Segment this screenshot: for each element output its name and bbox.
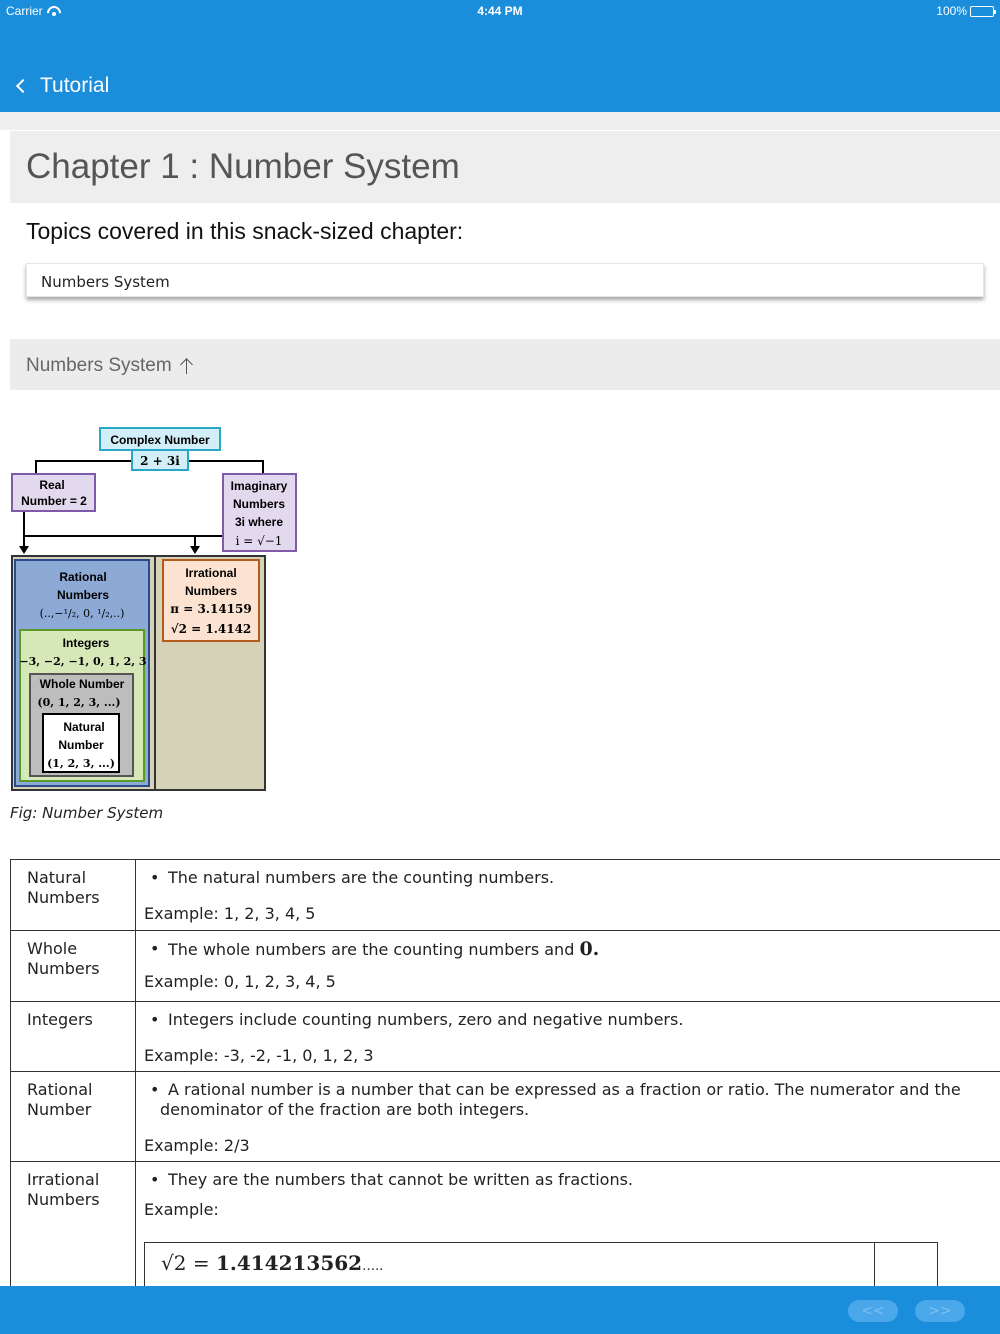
row-description [136, 1072, 1000, 1161]
row-label-line: Numbers [27, 1190, 100, 1209]
rational-line3: (..,−¹/₂, 0, ¹/₂,..) [39, 607, 125, 620]
battery-percent: 100% [936, 4, 967, 18]
chevron-left-icon [16, 79, 30, 93]
row-bullet: The natural numbers are the counting numbers. [168, 868, 555, 887]
natural-line1: Natural [63, 720, 105, 734]
row-label-line: Numbers [27, 888, 100, 907]
prev-page-button[interactable]: << [848, 1300, 898, 1322]
imag-line3: 3i where [234, 515, 284, 529]
row-label [11, 1072, 136, 1161]
row-example: Example: 0, 1, 2, 3, 4, 5 [144, 972, 336, 991]
complex-example: 2 + 3i [140, 454, 180, 468]
number-types-table [10, 859, 1000, 1302]
whole-line2: (0, 1, 2, 3, ...) [37, 696, 121, 709]
math-rhs: 1.414213562 [215, 1251, 363, 1275]
math-lhs: √2 = [161, 1251, 210, 1275]
topic-link-numbers-system[interactable] [26, 263, 984, 297]
row-label-line: Rational [27, 1080, 93, 1099]
topic-label: Numbers System [41, 273, 170, 291]
row-label [11, 860, 136, 930]
integers-line2: −3, −2, −1, 0, 1, 2, 3 [19, 655, 147, 668]
row-example: Example: 1, 2, 3, 4, 5 [144, 904, 316, 923]
math-ellipsis: ….. [362, 1259, 384, 1274]
next-page-button[interactable]: >> [915, 1300, 965, 1322]
irrational-line1: Irrational [185, 566, 237, 580]
row-bullet: They are the numbers that cannot be written as fractions. [168, 1170, 634, 1189]
section-title: Numbers System [26, 355, 172, 376]
imag-line1: Imaginary [230, 479, 288, 493]
row-label-line: Whole [27, 939, 78, 958]
number-system-diagram [10, 426, 288, 794]
row-label-line: Natural [27, 868, 87, 887]
arrow-up-icon[interactable] [180, 357, 194, 375]
row-label [11, 1162, 136, 1302]
row-label-line: Irrational [27, 1170, 100, 1189]
row-bullet: A rational number is a number that can be expressed as a fraction or ratio. The numerator and the denominator of the fraction are both integers. [160, 1080, 961, 1119]
row-description [136, 1002, 1000, 1071]
status-time: 4:44 PM [477, 4, 523, 18]
real-line1: Real [39, 478, 65, 492]
table-row [11, 1072, 1000, 1162]
battery-icon [970, 6, 994, 17]
irrational-line2: Numbers [184, 584, 238, 598]
irrational-line3: π = 3.14159 [170, 602, 252, 616]
table-row [11, 1162, 1000, 1302]
header-divider [0, 112, 1000, 130]
row-example: Example: [144, 1200, 219, 1219]
imag-line2: Numbers [232, 497, 286, 511]
section-header [10, 339, 1000, 390]
back-button[interactable] [14, 74, 109, 98]
row-label [11, 931, 136, 1001]
row-description [136, 860, 1000, 930]
carrier-label: Carrier [6, 4, 43, 18]
row-bullet: Integers include counting numbers, zero and negative numbers. [168, 1010, 684, 1029]
zero-symbol: 0. [579, 938, 600, 960]
sqrt2-expression [161, 1253, 383, 1277]
rational-line2: Numbers [56, 588, 110, 602]
irrational-line4: √2 = 1.4142 [170, 622, 252, 636]
row-label-line: Number [27, 1100, 92, 1119]
row-bullet: The whole numbers are the counting numbers and [168, 940, 575, 959]
row-example: Example: 2/3 [144, 1136, 250, 1155]
battery-indicator [936, 4, 994, 18]
natural-line2: Number [58, 738, 104, 752]
row-description [136, 1162, 1000, 1302]
table-row [11, 860, 1000, 931]
topics-heading: Topics covered in this snack-sized chapter: [26, 218, 464, 244]
row-label-line: Numbers [27, 959, 100, 978]
complex-label: Complex Number [110, 433, 210, 447]
figure-caption: Fig: Number System [10, 804, 164, 822]
imag-line4: i = √−1 [235, 534, 283, 548]
rational-line1: Rational [59, 570, 107, 584]
table-row [11, 1002, 1000, 1072]
natural-line3: (1, 2, 3, ...) [47, 757, 115, 770]
whole-line1: Whole Number [39, 677, 125, 691]
row-label-line: Integers [27, 1010, 93, 1029]
chapter-title: Chapter 1 : Number System [26, 147, 460, 186]
integers-line1: Integers [62, 636, 110, 650]
status-bar [0, 0, 1000, 22]
row-description [136, 931, 1000, 1001]
table-row [11, 931, 1000, 1002]
bottom-bar [0, 1286, 1000, 1334]
row-example: Example: -3, -2, -1, 0, 1, 2, 3 [144, 1046, 374, 1065]
row-label [11, 1002, 136, 1071]
back-label: Tutorial [40, 74, 110, 97]
top-bar [0, 0, 1000, 112]
chapter-header [10, 131, 1000, 203]
real-line2: Number = 2 [21, 494, 87, 508]
